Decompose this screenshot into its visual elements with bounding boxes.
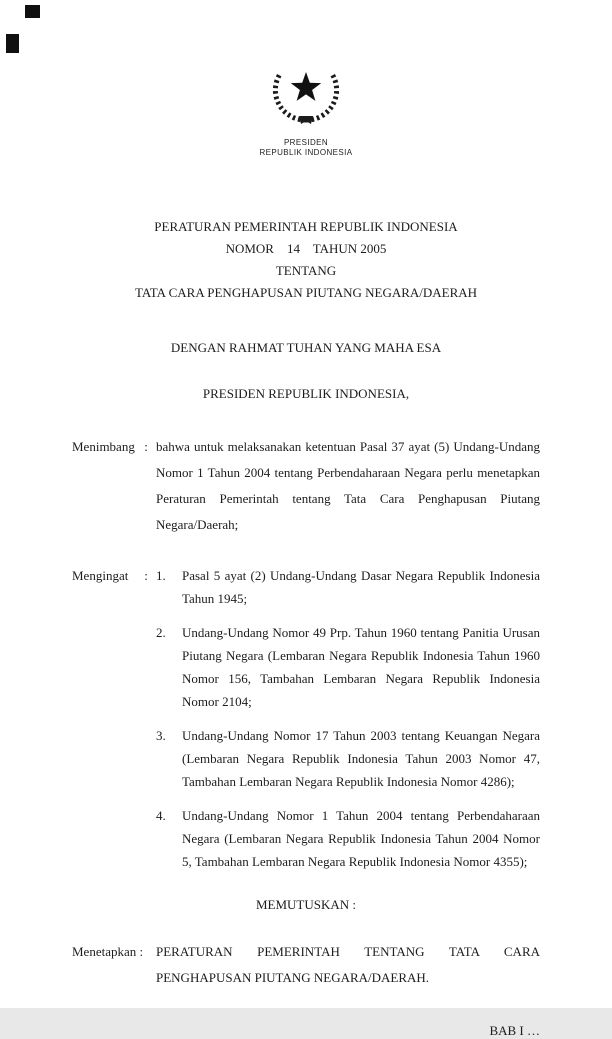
menetapkan-label: Menetapkan : <box>72 944 144 959</box>
item-text: Undang-Undang Nomor 17 Tahun 2003 tentang Keuangan Negara (Lembaran Negara Republik Indonesia Tahun 2003 Nomor 47, Tambahan Lembaran Negara Republik Indonesia Nomor 4286); <box>182 728 540 789</box>
menimbang-colon: : <box>144 439 148 454</box>
item-text: Undang-Undang Nomor 49 Prp. Tahun 1960 tentang Panitia Urusan Piutang Negara (Lembaran Negara Republik Indonesia Tahun 1960 Nomor 156, Tambahan Lembaran Negara Republik Indonesia Nomor 2104; <box>182 625 540 709</box>
title-line-tentang: TENTANG <box>275 263 337 278</box>
letterhead-republik: REPUBLIK INDONESIA <box>259 148 353 157</box>
menimbang-label: Menimbang <box>72 439 135 454</box>
invocation: DENGAN RAHMAT TUHAN YANG MAHA ESA <box>170 340 442 355</box>
menetapkan-text: PERATURAN PEMERINTAH TENTANG TATA CARA PENGHAPUSAN PIUTANG NEGARA/DAERAH. <box>156 944 540 985</box>
letterhead <box>0 0 612 158</box>
mengingat-item <box>156 621 540 713</box>
item-text: Pasal 5 ayat (2) Undang-Undang Dasar Negara Republik Indonesia Tahun 1945; <box>182 568 540 606</box>
mengingat-item <box>156 564 540 610</box>
mengingat-section <box>72 564 540 873</box>
title-line-subject: TATA CARA PENGHAPUSAN PIUTANG NEGARA/DAERAH <box>134 285 478 300</box>
mengingat-item <box>156 724 540 793</box>
authority-line: PRESIDEN REPUBLIK INDONESIA, <box>202 386 410 401</box>
scan-artifact-left <box>6 34 19 53</box>
mengingat-label: Mengingat <box>72 568 129 583</box>
title-line-1: PERATURAN PEMERINTAH REPUBLIK INDONESIA <box>154 219 458 234</box>
page-continuation-marker: BAB I … <box>489 1023 540 1038</box>
mengingat-list <box>156 564 540 873</box>
item-number: 4. <box>156 808 166 823</box>
item-text: Undang-Undang Nomor 1 Tahun 2004 tentang Perbendaharaan Negara (Lembaran Negara Republik Indonesia Tahun 2004 Nomor 5, Tambahan Lembaran Negara Republik Indonesia Nomor 4355); <box>182 808 540 869</box>
mengingat-item <box>156 804 540 873</box>
mengingat-colon: : <box>144 568 148 583</box>
title-line-number: NOMOR 14 TAHUN 2005 <box>225 241 387 256</box>
menetapkan-section <box>72 939 540 991</box>
memutuskan-heading: MEMUTUSKAN : <box>255 897 357 912</box>
regulation-title <box>72 216 540 304</box>
item-number: 1. <box>156 568 166 583</box>
menimbang-section <box>72 434 540 538</box>
presidential-seal-icon <box>268 54 344 130</box>
item-number: 2. <box>156 625 166 640</box>
document-body <box>72 216 540 1039</box>
letterhead-presiden: PRESIDEN <box>283 138 329 147</box>
scan-artifact-top <box>25 5 40 18</box>
menimbang-text: bahwa untuk melaksanakan ketentuan Pasal 37 ayat (5) Undang-Undang Nomor 1 Tahun 2004 tentang Perbendaharaan Negara perlu menetapkan Peraturan Pemerintah tentang Tata Cara Penghapusan Piutang Negara/Daerah; <box>156 439 540 532</box>
item-number: 3. <box>156 728 166 743</box>
